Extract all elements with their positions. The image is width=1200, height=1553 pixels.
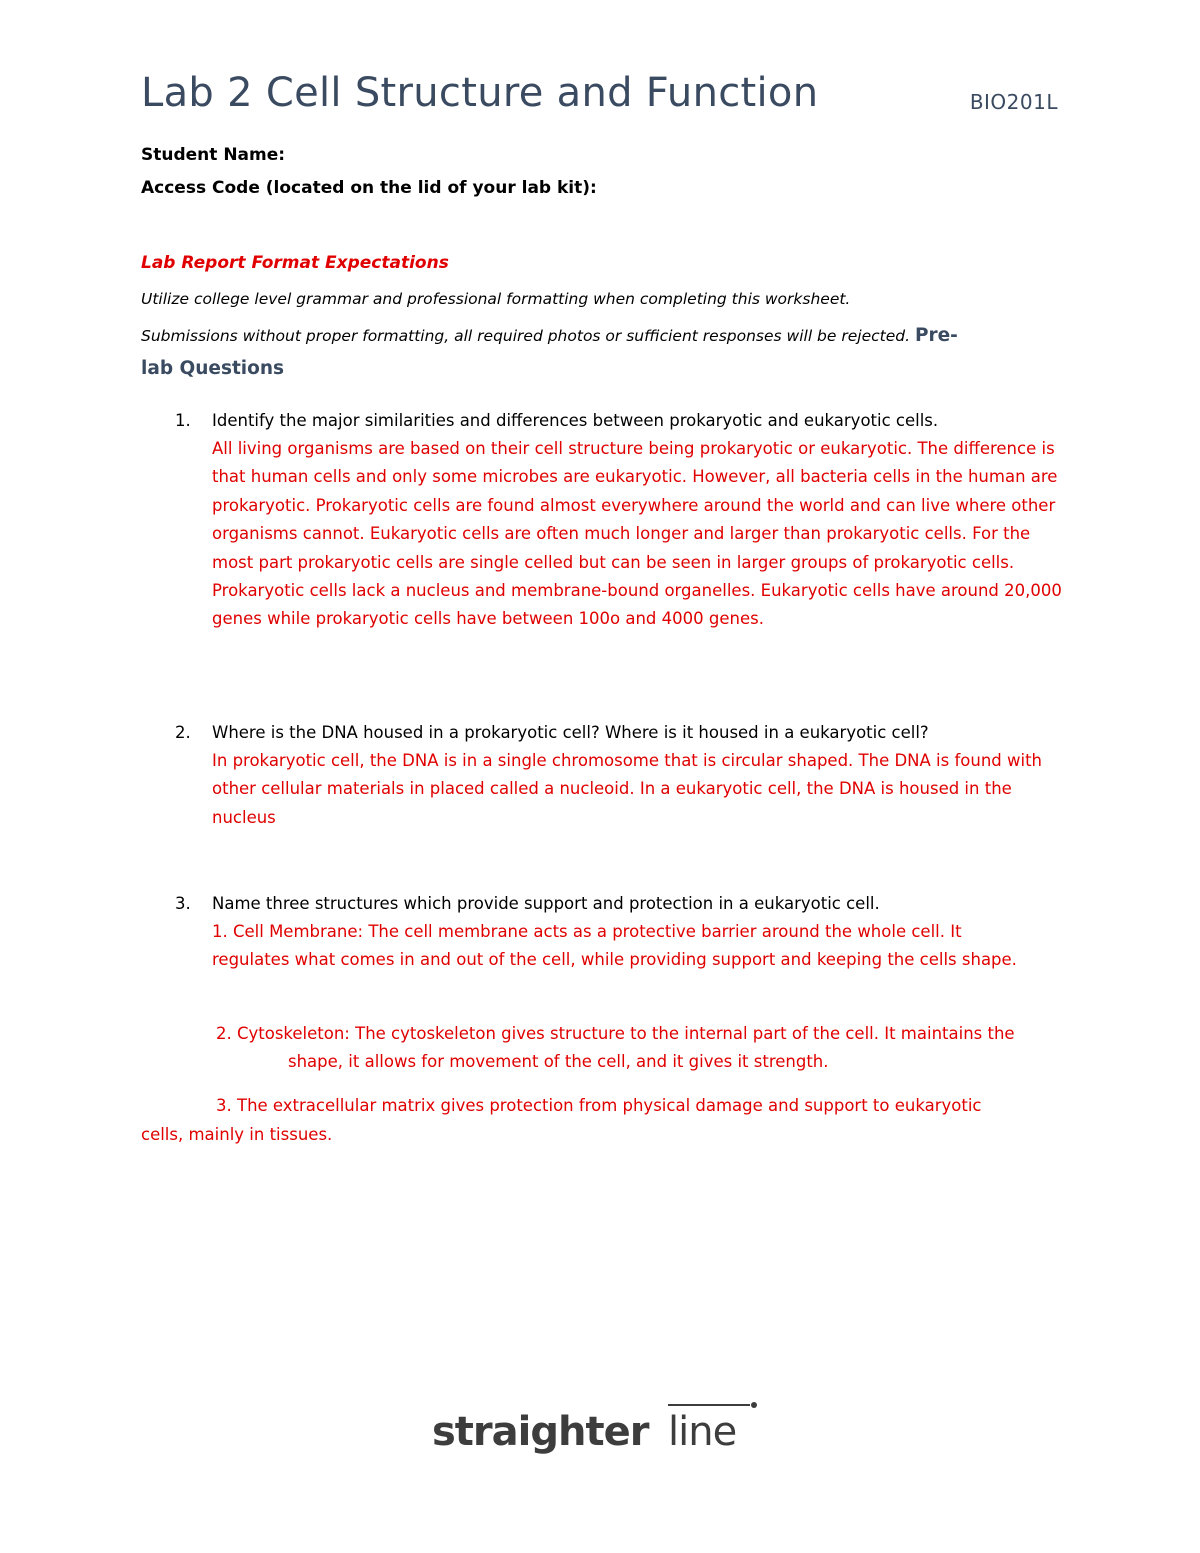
logo-text-light: line	[668, 1409, 737, 1455]
student-name-label: Student Name:	[141, 145, 286, 165]
straighterline-logo	[432, 1400, 762, 1460]
question-3-answer-1: 1. Cell Membrane: The cell membrane acts as a protective barrier around the whole cell. It regulates what comes in and out of the cell, while providing support and keeping the cells shape.	[212, 922, 1017, 970]
question-3-number: 3.	[175, 894, 191, 913]
expectations-line-1: Utilize college level grammar and professional formatting when completing this worksheet.	[141, 290, 851, 308]
question-2-number: 2.	[175, 723, 191, 742]
prelab-heading-part2: lab Questions	[141, 358, 285, 379]
question-3-answer-2-line-2: shape, it allows for movement of the cell, and it gives it strength.	[288, 1052, 829, 1071]
expectations-heading: Lab Report Format Expectations	[141, 253, 449, 273]
question-3-answer-3-line-2: cells, mainly in tissues.	[141, 1125, 333, 1144]
question-2-text: Where is the DNA housed in a prokaryotic cell? Where is it housed in a eukaryotic cell?	[212, 723, 929, 742]
logo-graphic	[432, 1400, 762, 1460]
question-1-answer: All living organisms are based on their cell structure being prokaryotic or eukaryotic. The difference is that human cells and only some microbes are eukaryotic. However, all bacteria cells in the human are prokaryotic. Prokaryotic cells are found almost everywhere around the world and can live where other organisms cannot. Eukaryotic cells are often much longer and larger than prokaryotic cells. For the most part prokaryotic cells are single celled but can be seen in larger groups of prokaryotic cells. Prokaryotic cells lack a nucleus and membrane-bound organelles. Eukaryotic cells have around 20,000 genes while prokaryotic cells have between 100o and 4000 genes.	[212, 439, 1062, 629]
access-code-label: Access Code (located on the lid of your lab kit):	[141, 178, 597, 198]
question-1-text: Identify the major similarities and differences between prokaryotic and eukaryotic cells.	[212, 411, 939, 430]
prelab-heading-part1: Pre-	[914, 325, 958, 346]
course-code: BIO201L	[969, 90, 1058, 114]
expectations-line-2-text: Submissions without proper formatting, all required photos or sufficient responses will be rejected.	[141, 327, 911, 345]
logo-text-bold: straighter	[432, 1409, 649, 1455]
page-title: Lab 2 Cell Structure and Function	[141, 70, 819, 116]
question-1-number: 1.	[175, 411, 191, 430]
question-3-text: Name three structures which provide support and protection in a eukaryotic cell.	[212, 894, 880, 913]
question-3-answer-3-line-1: 3. The extracellular matrix gives protection from physical damage and support to eukaryotic	[216, 1096, 982, 1115]
expectations-line-2	[141, 325, 958, 346]
question-2-answer: In prokaryotic cell, the DNA is in a single chromosome that is circular shaped. The DNA is found with other cellular materials in placed called a nucleoid. In a eukaryotic cell, the DNA is housed in the nucleus	[212, 751, 1043, 827]
question-3-answer-2-line-1: 2. Cytoskeleton: The cytoskeleton gives structure to the internal part of the cell. It maintains the	[216, 1024, 1015, 1043]
